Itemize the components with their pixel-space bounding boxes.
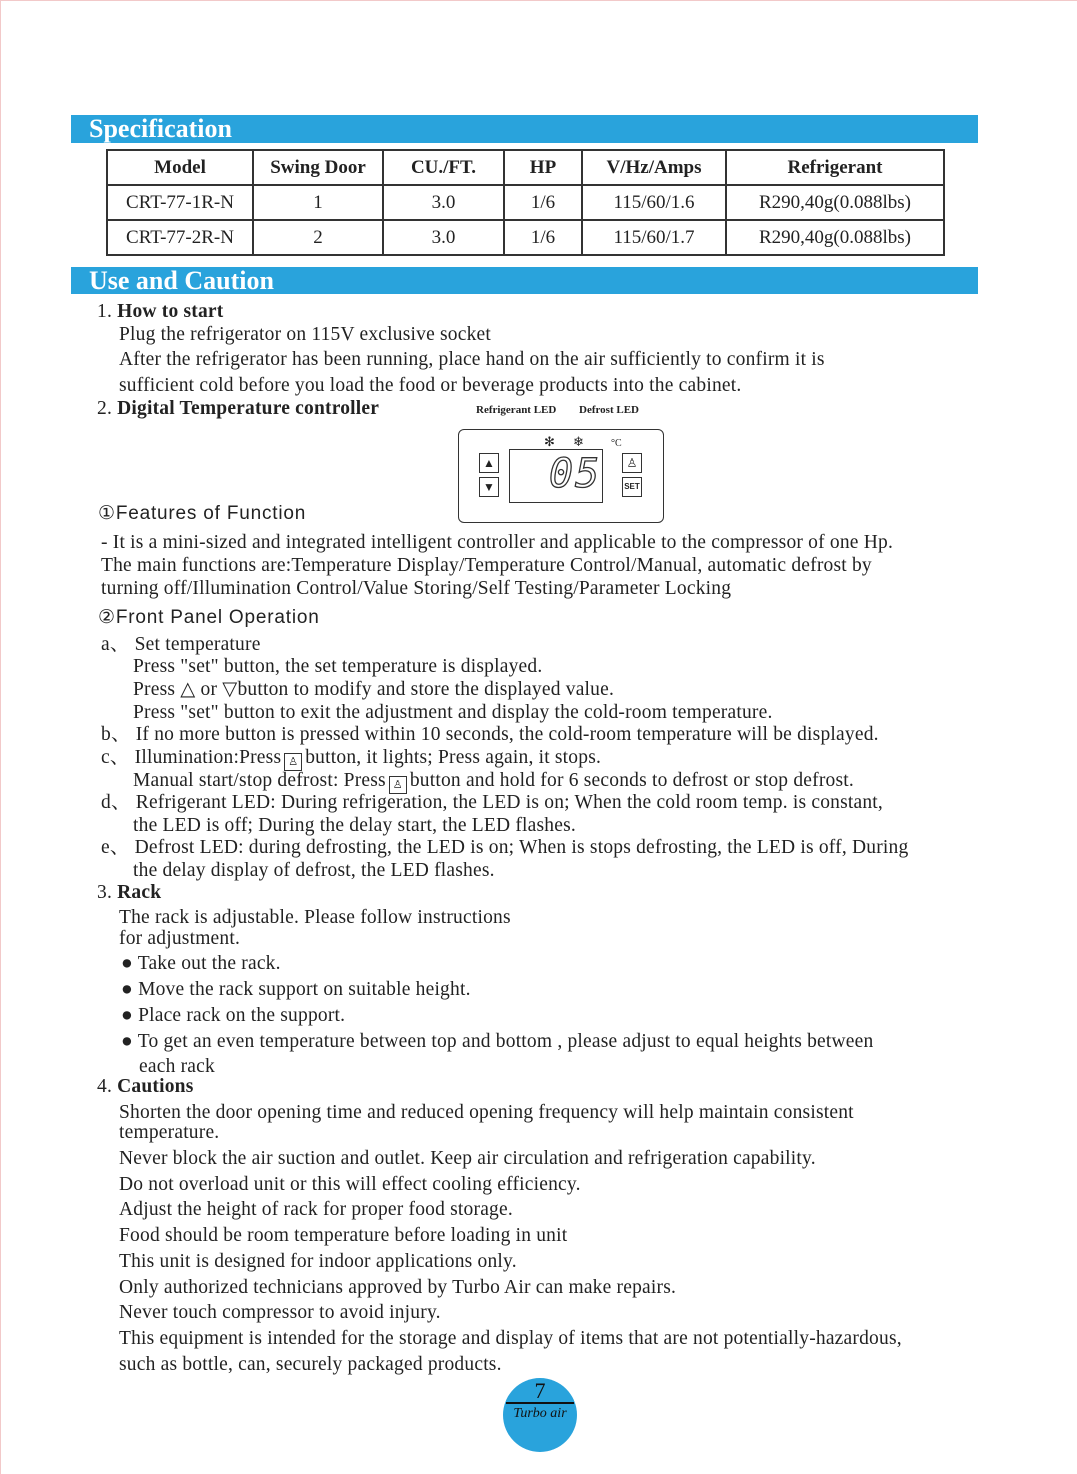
light-button[interactable]: ♙ bbox=[622, 453, 642, 473]
col-model: Model bbox=[107, 150, 253, 185]
use-caution-header: Use and Caution bbox=[71, 267, 978, 294]
cell: 115/60/1.7 bbox=[582, 220, 726, 255]
cell: CRT-77-2R-N bbox=[107, 220, 253, 255]
text-line: sufficient cold before you load the food or beverage products into the cabinet. bbox=[119, 375, 742, 396]
text-line: Press "set" button, the set temperature is displayed. bbox=[133, 656, 543, 677]
controller-diagram bbox=[456, 401, 666, 525]
set-button[interactable]: SET bbox=[622, 477, 642, 497]
text-line: This equipment is intended for the storage and display of items that are not potentially-hazardous, bbox=[119, 1328, 902, 1349]
defrost-led-icon: ❄ bbox=[573, 434, 584, 449]
col-cuft: CU./FT. bbox=[383, 150, 504, 185]
down-button[interactable]: ▼ bbox=[479, 477, 499, 497]
col-refrigerant: Refrigerant bbox=[726, 150, 944, 185]
manual-page: Specification Model Swing Door CU./FT. HP V/Hz/Amps Refrigerant CRT-77-1R-N 1 3.0 1/6 115/60/1.6 R290,40g(0.088lbs) CRT-77-2R-N 2 3.0 1/6 115/60/1.7 R290,40g(0.088lbs) Use and Caution 1. How to start Plug the refrigerator on 115V exclusive socket After the refrigerator has been running, place hand on the air sufficiently to confirm it is sufficient cold before you load the food or beverage products into the cabinet. 2. Digital Temperature controller Refrigerant LED Defrost LED 05 ✻ ❄ °C ▲ ▼ ♙ SET ①Features of Function - It is a mini-sized and integrated intelligent controller and applicable to the compressor of one Hp. The main functions are:Temperature Display/Temperature Control/Manual, automatic defrost by turning off/Illumination Control/Value Storing/Self Testing/Parameter Locking ②Front Panel Operation a、 Set temperature Press "set" button, the set temperature is displayed. Press △ or ▽button to modify and store the displayed value. Press "set" button to exit the adjustment and display the cold-room temperature. b、 If no more button is pressed within 10 seconds, the cold-room temperature will be displayed. c、 Illumination:Press ♙ button, it lights; Press again, it stops. Manual start/stop defrost: Press ♙ button and hold for 6 seconds to defrost or stop defrost. d、 Refrigerant LED: During refrigeration, the LED is on; When the cold room temp. is constant, the LED is off; During the delay start, the LED flashes. e、 Defrost LED: during defrosting, the LED is on; When is stops defrosting, the LED is off, During the delay display of defrost, the LED flashes. 3. Rack The rack is adjustable. Please follow instructions for adjustment. ● Take out the rack. ● Move the rack support on suitable height. ● Place rack on the support. ● To get an even temperature between top and bottom , please adjust to equal heights between each rack 4. Cautions Shorten the door opening time and reduced opening frequency will help maintain consistent temperature. Never block the air suction and outlet. Keep air circulation and refrigeration capability. Do not overload unit or this will effect cooling efficiency. Adjust the height of rack for proper food storage. Food should be room temperature before loading in unit This unit is designed for indoor applications only. Only authorized technicians approved by Turbo Air can make repairs. Never touch compressor to avoid injury. This equipment is intended for the storage and display of items that are not potentially-hazardous, such as bottle, can, securely packaged products. 7 Turbo air bbox=[0, 0, 1077, 1474]
text: button to modify and store the displayed value. bbox=[237, 679, 615, 700]
text: button, it lights; Press again, it stops. bbox=[305, 747, 602, 768]
refrigerant-led-label: Refrigerant LED bbox=[476, 404, 557, 416]
front-panel-title: ②Front Panel Operation bbox=[98, 607, 320, 628]
table-header-row bbox=[107, 150, 944, 185]
section-title: Rack bbox=[117, 882, 162, 903]
temperature-display: 05 bbox=[549, 451, 602, 497]
refrigerant-led-icon: ✻ bbox=[544, 434, 555, 449]
specification-header: Specification bbox=[71, 115, 978, 143]
section-title: How to start bbox=[117, 301, 224, 322]
brand-logo: Turbo air bbox=[513, 1406, 567, 1421]
text-line: Only authorized technicians approved by Turbo Air can make repairs. bbox=[119, 1277, 677, 1298]
cell: 1/6 bbox=[504, 185, 582, 220]
text-line: turning off/Illumination Control/Value Storing/Self Testing/Parameter Locking bbox=[101, 578, 732, 599]
bullet-text: Place rack on the support. bbox=[138, 1005, 346, 1026]
cell: R290,40g(0.088lbs) bbox=[726, 185, 944, 220]
text-line: temperature. bbox=[119, 1122, 220, 1143]
text-line: the LED is off; During the delay start, the LED flashes. bbox=[133, 815, 576, 836]
item-label: c、 bbox=[101, 747, 130, 768]
text: Refrigerant LED: During refrigeration, the LED is on; When the cold room temp. is constant, bbox=[135, 792, 884, 813]
section-number: 4. bbox=[97, 1076, 113, 1097]
page-badge bbox=[503, 1378, 577, 1452]
section-number: 2. bbox=[97, 398, 113, 419]
bullet-text: Move the rack support on suitable height. bbox=[138, 979, 471, 1000]
cell: 2 bbox=[253, 220, 383, 255]
text-line: Press "set" button to exit the adjustment and display the cold-room temperature. bbox=[133, 702, 773, 723]
text-line: This unit is designed for indoor applications only. bbox=[119, 1251, 517, 1272]
text: Set temperature bbox=[134, 634, 261, 655]
text-line: After the refrigerator has been running, place hand on the air sufficiently to confirm it is bbox=[119, 349, 825, 370]
text-line: each rack bbox=[139, 1056, 215, 1077]
bullet-text: Take out the rack. bbox=[137, 953, 281, 974]
text-line: Food should be room temperature before loading in unit bbox=[119, 1225, 568, 1246]
cell: 1 bbox=[253, 185, 383, 220]
text: Defrost LED: during defrosting, the LED is on; When is stops defrosting, the LED is off, During bbox=[134, 837, 909, 858]
text: If no more button is pressed within 10 seconds, the cold-room temperature will be displayed. bbox=[135, 724, 879, 745]
text-line: for adjustment. bbox=[119, 928, 241, 949]
bullet-text: To get an even temperature between top and bottom , please adjust to equal heights between bbox=[137, 1031, 874, 1052]
section-title: Cautions bbox=[117, 1076, 194, 1097]
text-line: the delay display of defrost, the LED flashes. bbox=[133, 860, 495, 881]
item-label: a、 bbox=[101, 634, 130, 655]
text: Illumination:Press bbox=[134, 747, 282, 768]
text-line: The main functions are:Temperature Display/Temperature Control/Manual, automatic defrost by bbox=[101, 555, 872, 576]
col-swing-door: Swing Door bbox=[253, 150, 383, 185]
item-label: e、 bbox=[101, 837, 130, 858]
text-line: Plug the refrigerator on 115V exclusive socket bbox=[119, 324, 492, 345]
up-triangle-icon: △ bbox=[180, 679, 196, 700]
section-number: 3. bbox=[97, 882, 113, 903]
cell: CRT-77-1R-N bbox=[107, 185, 253, 220]
text-line: such as bottle, can, securely packaged products. bbox=[119, 1354, 502, 1375]
item-label: b、 bbox=[101, 724, 131, 745]
col-vhzamps: V/Hz/Amps bbox=[582, 150, 726, 185]
item-label: d、 bbox=[101, 792, 131, 813]
text-line: The rack is adjustable. Please follow instructions bbox=[119, 907, 511, 928]
unit-label: °C bbox=[611, 438, 622, 449]
text-line: Do not overload unit or this will effect cooling efficiency. bbox=[119, 1174, 581, 1195]
table-row bbox=[107, 185, 944, 220]
text: or bbox=[200, 679, 218, 700]
text-line: Shorten the door opening time and reduced opening frequency will help maintain consistent bbox=[119, 1102, 854, 1123]
features-title: ①Features of Function bbox=[98, 503, 307, 524]
light-icon: ♙ bbox=[389, 776, 407, 794]
text: button and hold for 6 seconds to defrost or stop defrost. bbox=[409, 770, 854, 791]
cell: R290,40g(0.088lbs) bbox=[726, 220, 944, 255]
text-line: - It is a mini-sized and integrated intelligent controller and applicable to the compressor of one Hp. bbox=[101, 532, 894, 553]
cell: 115/60/1.6 bbox=[582, 185, 726, 220]
text-line: Never touch compressor to avoid injury. bbox=[119, 1302, 441, 1323]
cell: 1/6 bbox=[504, 220, 582, 255]
light-icon: ♙ bbox=[284, 753, 302, 771]
cell: 3.0 bbox=[383, 185, 504, 220]
text-line: Never block the air suction and outlet. Keep air circulation and refrigeration capability. bbox=[119, 1148, 816, 1169]
text: Manual start/stop defrost: Press bbox=[133, 770, 386, 791]
text: Press bbox=[133, 679, 176, 700]
page-number: 7 bbox=[534, 1378, 546, 1403]
section-number: 1. bbox=[97, 301, 113, 322]
up-button[interactable]: ▲ bbox=[479, 453, 499, 473]
down-triangle-icon: ▽ bbox=[222, 679, 238, 700]
text-line: Adjust the height of rack for proper food storage. bbox=[119, 1199, 513, 1220]
defrost-led-label: Defrost LED bbox=[579, 404, 639, 416]
section-title: Digital Temperature controller bbox=[117, 398, 380, 419]
table-row bbox=[107, 220, 944, 255]
col-hp: HP bbox=[504, 150, 582, 185]
spec-table bbox=[106, 149, 945, 256]
cell: 3.0 bbox=[383, 220, 504, 255]
